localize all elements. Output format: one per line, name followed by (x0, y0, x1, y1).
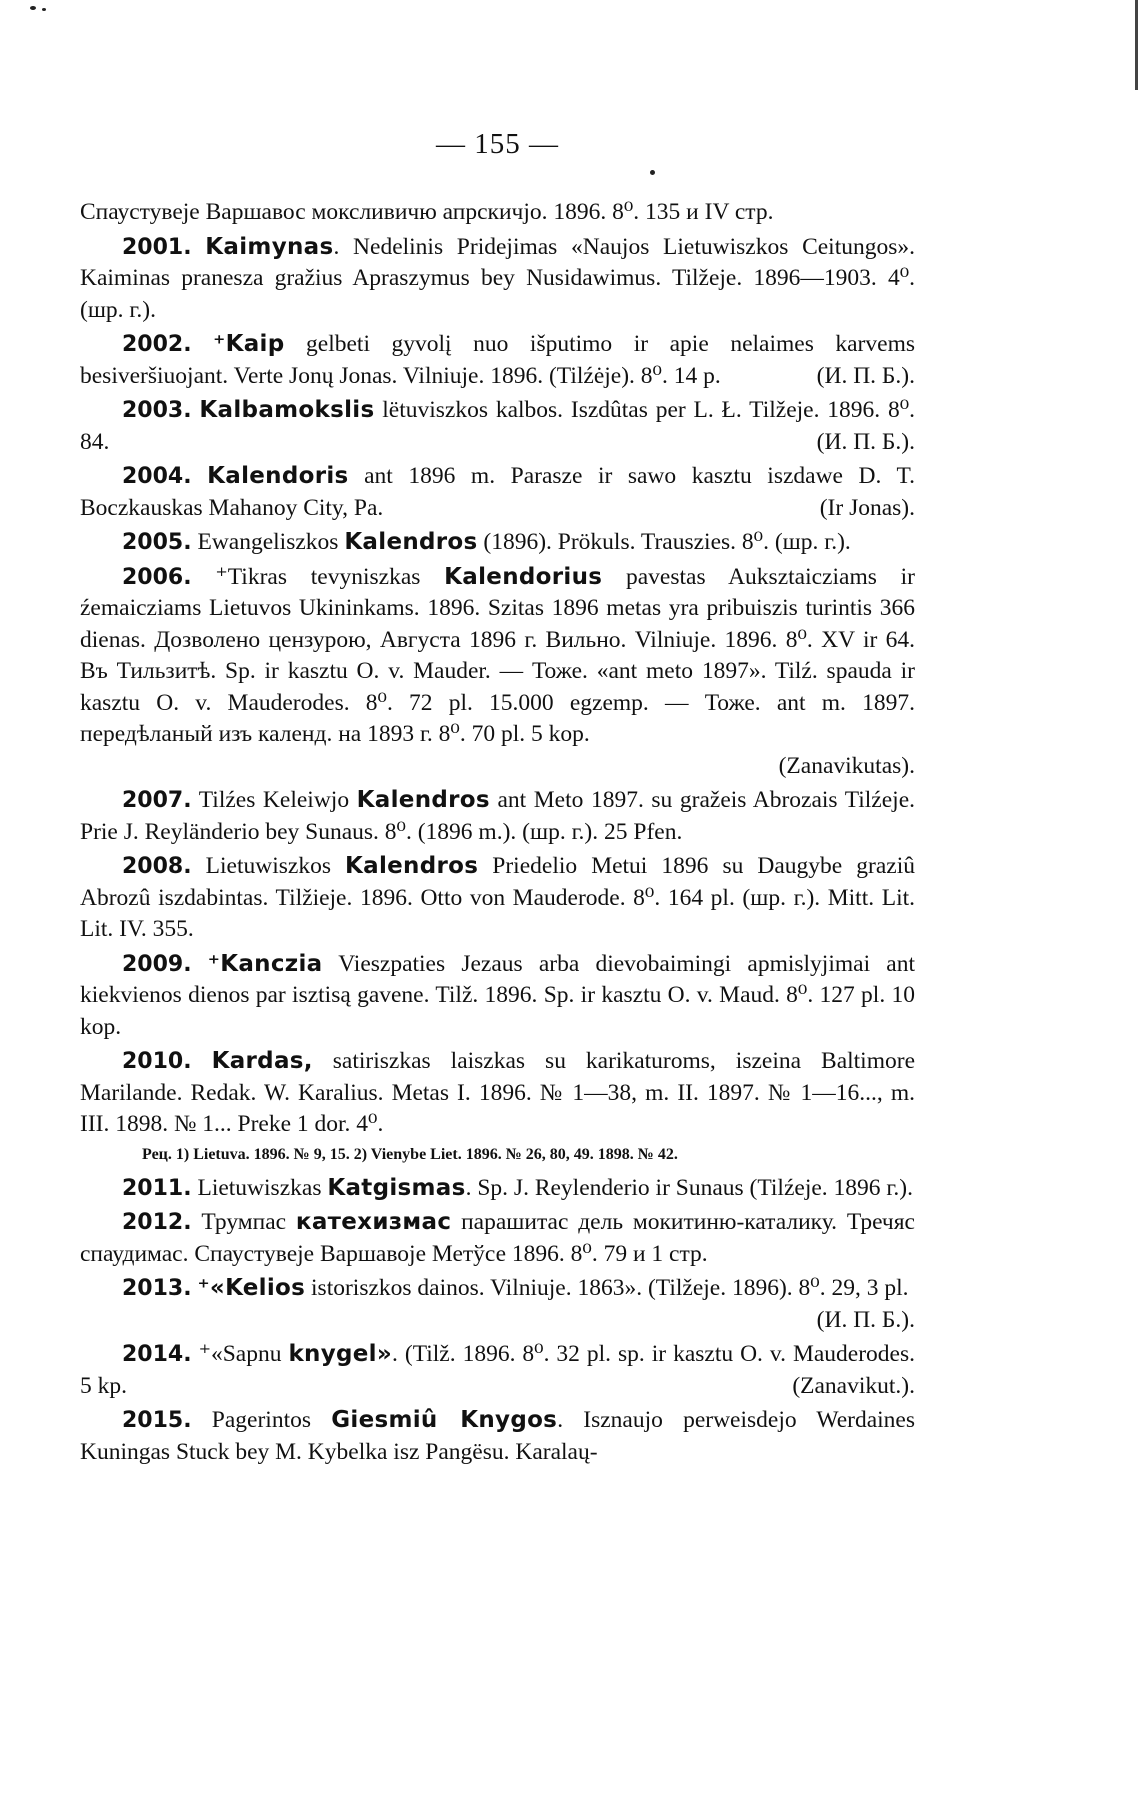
entry-2001 (80, 232, 915, 327)
entry-signature: (Zanavikut.). (792, 1372, 915, 1399)
entry-review-note: Рец. 1) Lietuva. 1896. № 9, 15. 2) Vienybe Liet. 1896. № 26, 80, 49. 1898. № 42. (142, 1145, 678, 1163)
entry-2011 (80, 1173, 915, 1205)
entry-heading: Kardas, (211, 1048, 313, 1074)
entry-number: 2011. (122, 1175, 192, 1201)
entry-heading: ⁺Kaip (213, 331, 285, 357)
entry-heading: Kalendoris (207, 463, 349, 489)
entry-2009 (80, 949, 915, 1044)
entry-heading: катехизмас (295, 1209, 452, 1235)
entry-text: Спаустувеје Варшавос моксливичю апрскичјо. 1896. 8⁰. 135 и IV стр. (80, 199, 774, 225)
entry-heading: Katgismas (327, 1174, 466, 1201)
entry-text: satiriszkas laiszkas su karikaturoms, iszeina Baltimore Marilande. Redak. W. Karalius. Metas I. 1896. № 1—38, m. II. 1897. № 1—16..., m. III. 1898. № 1... Preke 1 dor. 4⁰. (80, 1048, 915, 1137)
entry-2002 (80, 329, 915, 392)
entry-heading: Kalbamokslis (199, 397, 375, 423)
entry-2008 (80, 851, 915, 946)
entry-2004 (80, 461, 915, 524)
entry-heading: ⁺Kanczia (207, 950, 323, 977)
entry-2010 (80, 1046, 915, 1141)
entry-number: 2012. (122, 1210, 192, 1235)
entry-2012 (80, 1207, 915, 1270)
entry-signature: (Zanavikutas). (778, 752, 915, 779)
entry-text: ant 1896 m. Parasze ir sawo kasztu iszdawe D. T. Boczkauskas Mahanoy City, Pa. (80, 463, 916, 521)
entry-2006 (80, 562, 915, 783)
entry-prefix: Pagerintos (191, 1407, 332, 1433)
entry-number: 2007. (122, 788, 192, 813)
entry-text: pavestas Auksztaicziams ir źemaicziams Lietuvos Ukininkams. 1896. Szitas 1896 metas yra pribuiszis turintis 366 dienas. Дозволено цензурою, Августа 1896 г. Вильно. Vilniuje. 1896. 8⁰. XV ir 64. Въ Тильзитѣ. Sp. ir kasztu O. v. Mauder. — Тоже. «ant meto 1897». Tilź. spauda ir kasztu O. v. Mauderodes. 8⁰. 72 pl. 15.000 egzemp. — Тоже. ant m. 1897. передѣланый изъ календ. на 1893 г. 8⁰. 70 pl. 5 kop. (80, 563, 915, 747)
entry-2013 (80, 1273, 915, 1336)
entry-number: 2004. (122, 464, 192, 489)
entry-number: 2013. (122, 1276, 192, 1301)
entry-space (192, 1048, 212, 1074)
entry-space (192, 234, 206, 260)
entry-heading: Kalendros (356, 787, 490, 813)
page-number: — 155 — (436, 128, 559, 160)
entry-number: 2005. (122, 530, 192, 555)
entry-number: 2015. (122, 1408, 192, 1433)
entry-space (192, 331, 214, 357)
entry-text: . Isznaujo perweisdejo Werdaines Kuningas Stuck bey M. Kybelka isz Pangësu. Karalaų- (80, 1407, 915, 1465)
entry-signature: (И. П. Б.). (816, 362, 915, 389)
entry-heading: Giesmiû Knygos (331, 1407, 558, 1433)
entry-number: 2008. (122, 854, 192, 879)
entry-prefix: Lietuwiszkos (191, 853, 346, 879)
entry-number: 2006. (122, 564, 192, 590)
bibliography-entries (80, 197, 915, 1468)
entry-heading: Kalendros (344, 529, 478, 555)
scan-edge (1135, 0, 1138, 90)
entry-number: 2014. (122, 1342, 192, 1367)
entry-heading: Kaimynas (205, 233, 334, 260)
entry-signature: (И. П. Б.). (816, 428, 915, 455)
entry-2007 (80, 785, 915, 848)
entry-number: 2001. (122, 234, 192, 260)
entry-text: ant Meto 1897. su gražeis Abrozais Tilźeje. Prie J. Reyländerio bey Sunaus. 8⁰. (1896 m.). (шр. г.). 25 Pfen. (80, 787, 915, 845)
entry-text: Vieszpaties Jezaus arba dievobaimingi apmislyjimai ant kiekvienos dienos par isztisą gavene. Tilž. 1896. Sp. ir kasztu O. v. Maud. 8⁰. 127 pl. 10 kop. (80, 950, 915, 1040)
entry-heading: ⁺«Kelios (197, 1275, 306, 1301)
scan-speck (42, 8, 46, 11)
entry-intro (80, 197, 915, 229)
scan-speck (30, 6, 36, 10)
entry-heading: knygel» (288, 1341, 393, 1367)
entry-prefix: Tilźes Keleiwjo (191, 787, 357, 813)
page-content (80, 128, 915, 1471)
entry-2014 (80, 1339, 915, 1402)
entry-prefix: Lietuwiszkas (191, 1174, 328, 1201)
entry-text: istoriszkos dainos. Vilniuje. 1863». (Tilžeje. 1896). 8⁰. 29, 3 pl. (305, 1275, 909, 1301)
entry-space (192, 951, 208, 977)
entry-text: . Sp. J. Reylenderio ir Sunaus (Tilźeje. 1896 г.). (465, 1174, 913, 1201)
entry-text: . Nedelinis Pridejimas «Naujos Lietuwiszkos Ceitungos». Kaiminas pranesza gražius Apraszymus bey Nusidawimus. Tilžeje. 1896—1903. 4⁰. (шр. г.). (80, 233, 916, 323)
entry-prefix: Ewangeliszkos (191, 529, 345, 555)
entry-text: парашитас дель мокитиню-каталику. Тречяс спаудимас. Спаустувеје Варшавоје Метўсе 1896. 8⁰. 79 и 1 стр. (80, 1209, 915, 1267)
entry-text: (1896). Prökuls. Trauszies. 8⁰. (шр. г.). (477, 529, 851, 555)
entry-signature: (И. П. Б.). (816, 1306, 915, 1333)
entry-heading: Kalendorius (444, 563, 603, 590)
entry-text: . (Tilž. 1896. 8⁰. 32 pl. sp. ir kasztu O. v. Mauderodes. 5 kp. (80, 1341, 916, 1399)
entry-prefix: Трумпас (191, 1209, 296, 1235)
entry-text: lëtuviszkos kalbos. Iszdûtas per L. Ł. Tilžeje. 1896. 8⁰. 84. (80, 397, 916, 455)
entry-text: Priedelio Metui 1896 su Daugybe graziû Abrozû iszdabintas. Tilžieje. 1896. Otto von Mauderode. 8⁰. 164 pl. (шр. г.). Mitt. Lit. Lit. IV. 355. (80, 853, 915, 942)
entry-2005 (80, 527, 915, 559)
entry-signature: (Ir Jonas). (819, 494, 915, 521)
entry-number: 2010. (122, 1049, 192, 1074)
entry-number: 2003. (122, 398, 192, 423)
entry-heading: Kalendros (345, 853, 479, 879)
entry-prefix: ⁺«Sapnu (191, 1341, 289, 1367)
entry-2003 (80, 395, 915, 458)
entry-number: 2002. (122, 332, 192, 357)
entry-text: gelbeti gyvolį nuo išputimo ir apie nelaimes karvems besiveršiuojant. Verte Jonų Jonas. Vilniuje. 1896. (Tilźėje). 8⁰. 14 p. (80, 331, 915, 389)
entry-number: 2009. (122, 951, 192, 977)
entry-prefix: ⁺Tikras tevyniszkas (191, 563, 445, 590)
entry-space (192, 463, 208, 489)
entry-2015 (80, 1405, 915, 1468)
